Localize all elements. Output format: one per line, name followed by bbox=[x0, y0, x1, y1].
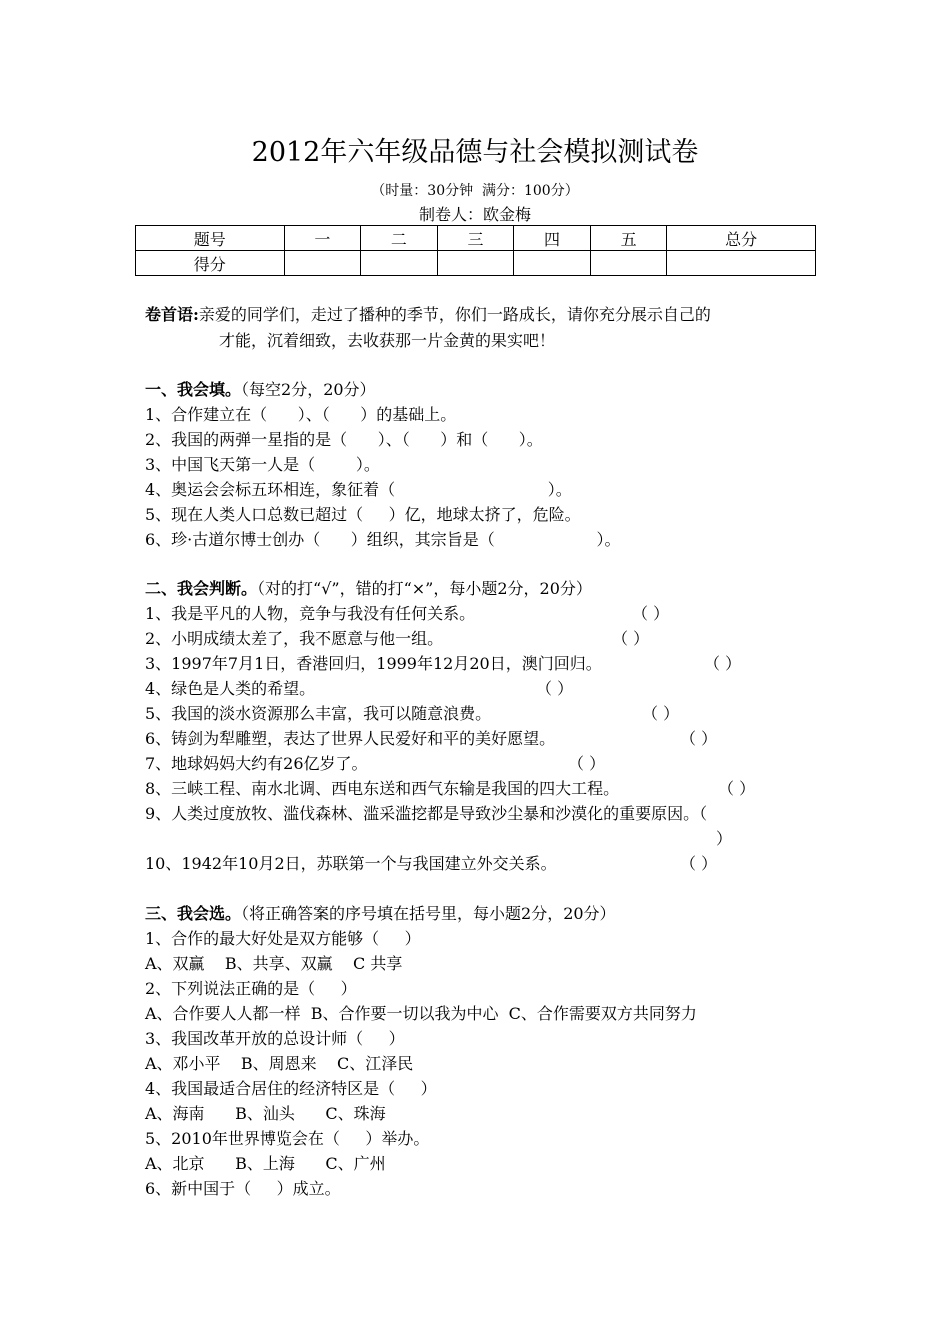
judge-question-10: 10、1942年10月2日，苏联第一个与我国建立外交关系。 bbox=[145, 854, 557, 873]
exam-info: （时量：30分钟 满分：100分） bbox=[371, 183, 579, 199]
score-input-cell[interactable] bbox=[667, 251, 816, 276]
preface-line-1 bbox=[145, 302, 711, 325]
answer-paren: （ ） bbox=[568, 754, 606, 773]
score-input-cell[interactable] bbox=[437, 251, 514, 276]
score-input-cell[interactable] bbox=[284, 251, 361, 276]
preface-label: 卷首语: bbox=[145, 305, 199, 324]
answer-paren: （ ） bbox=[680, 729, 718, 748]
choice-question-6: 6、新中国于（ ）成立。 bbox=[145, 1179, 341, 1198]
score-cell: 三 bbox=[437, 226, 514, 251]
section3-heading-line bbox=[145, 901, 616, 924]
choice-question-2: 2、下列说法正确的是（ ） bbox=[145, 979, 357, 998]
fill-question-5: 5、现在人类人口总数已超过（ ）亿，地球太挤了，危险。 bbox=[145, 505, 581, 524]
section2-note: （对的打“√”，错的打“×”，每小题2分，20分） bbox=[257, 579, 592, 598]
answer-paren: （ ） bbox=[632, 604, 670, 623]
answer-paren: （ ） bbox=[612, 629, 650, 648]
judge-question-3: 3、1997年7月1日，香港回归，1999年12月20日，澳门回归。 bbox=[145, 654, 602, 673]
score-input-cell[interactable] bbox=[514, 251, 591, 276]
choice-question-1: 1、合作的最大好处是双方能够（ ） bbox=[145, 929, 421, 948]
score-table bbox=[135, 225, 816, 276]
score-cell: 五 bbox=[590, 226, 667, 251]
fill-question-2: 2、我国的两弹一星指的是（ ）、（ ）和（ ）。 bbox=[145, 430, 543, 449]
choice-question-5: 5、2010年世界博览会在（ ）举办。 bbox=[145, 1129, 430, 1148]
section1-note: （每空2分，20分） bbox=[241, 380, 376, 399]
judge-question-8: 8、三峡工程、南水北调、西电东送和西气东输是我国的四大工程。 bbox=[145, 779, 620, 798]
fill-question-4: 4、奥运会会标五环相连，象征着（ ）。 bbox=[145, 480, 572, 499]
section1-heading: 一、我会填。 bbox=[145, 380, 242, 399]
section3-note: （将正确答案的序号填在括号里，每小题2分，20分） bbox=[241, 904, 616, 923]
judge-question-2: 2、小明成绩太差了，我不愿意与他一组。 bbox=[145, 629, 444, 648]
answer-paren: （ ） bbox=[680, 854, 718, 873]
score-table-score-row bbox=[136, 251, 816, 276]
score-cell: 题号 bbox=[136, 226, 285, 251]
judge-question-5: 5、我国的淡水资源那么丰富，我可以随意浪费。 bbox=[145, 704, 492, 723]
judge-question-4: 4、绿色是人类的希望。 bbox=[145, 679, 316, 698]
answer-paren: （ ） bbox=[704, 654, 742, 673]
score-cell: 二 bbox=[361, 226, 438, 251]
fill-question-1: 1、合作建立在（ ）、（ ）的基础上。 bbox=[145, 405, 457, 424]
choice-options-2: A、合作要人人都一样 B、合作要一切以我为中心 C、合作需要双方共同努力 bbox=[145, 1004, 697, 1023]
score-cell: 总分 bbox=[667, 226, 816, 251]
score-cell: 一 bbox=[284, 226, 361, 251]
section2-heading-line bbox=[145, 576, 592, 599]
page-title: 2012年六年级品德与社会模拟测试卷 bbox=[251, 137, 699, 168]
preface-line-2: 才能，沉着细致，去收获那一片金黄的果实吧！ bbox=[219, 331, 556, 350]
choice-options-4: A、海南 B、汕头 C、珠海 bbox=[145, 1104, 386, 1123]
answer-paren-close: ） bbox=[716, 829, 733, 848]
answer-paren: （ ） bbox=[536, 679, 574, 698]
section3-heading: 三、我会选。 bbox=[145, 904, 242, 923]
judge-question-9: 9、人类过度放牧、滥伐森林、滥采滥挖都是导致沙尘暴和沙漠化的重要原因。（ bbox=[145, 804, 708, 823]
choice-options-1: A、双赢 B、共享、双赢 C 共享 bbox=[145, 954, 403, 973]
preface-text: 亲爱的同学们，走过了播种的季节，你们一路成长，请你充分展示自己的 bbox=[198, 305, 711, 324]
choice-options-3: A、邓小平 B、周恩来 C、江泽民 bbox=[145, 1054, 414, 1073]
exam-author: 制卷人：欧金梅 bbox=[418, 205, 531, 224]
judge-question-1: 1、我是平凡的人物，竞争与我没有任何关系。 bbox=[145, 604, 476, 623]
fill-question-6: 6、珍·古道尔博士创办（ ）组织，其宗旨是（ ）。 bbox=[145, 530, 621, 549]
score-cell: 得分 bbox=[136, 251, 285, 276]
choice-question-3: 3、我国改革开放的总设计师（ ） bbox=[145, 1029, 405, 1048]
answer-paren: （ ） bbox=[718, 779, 756, 798]
answer-paren: （ ） bbox=[642, 704, 680, 723]
score-table-header-row bbox=[136, 226, 816, 251]
choice-question-4: 4、我国最适合居住的经济特区是（ ） bbox=[145, 1079, 437, 1098]
choice-options-5: A、北京 B、上海 C、广州 bbox=[145, 1154, 386, 1173]
fill-question-3: 3、中国飞天第一人是（ ）。 bbox=[145, 455, 380, 474]
section2-heading: 二、我会判断。 bbox=[145, 579, 258, 598]
section1-heading-line bbox=[145, 377, 376, 400]
judge-question-6: 6、铸剑为犁雕塑，表达了世界人民爱好和平的美好愿望。 bbox=[145, 729, 556, 748]
score-input-cell[interactable] bbox=[361, 251, 438, 276]
score-input-cell[interactable] bbox=[590, 251, 667, 276]
judge-question-7: 7、地球妈妈大约有26亿岁了。 bbox=[145, 754, 368, 773]
score-cell: 四 bbox=[514, 226, 591, 251]
